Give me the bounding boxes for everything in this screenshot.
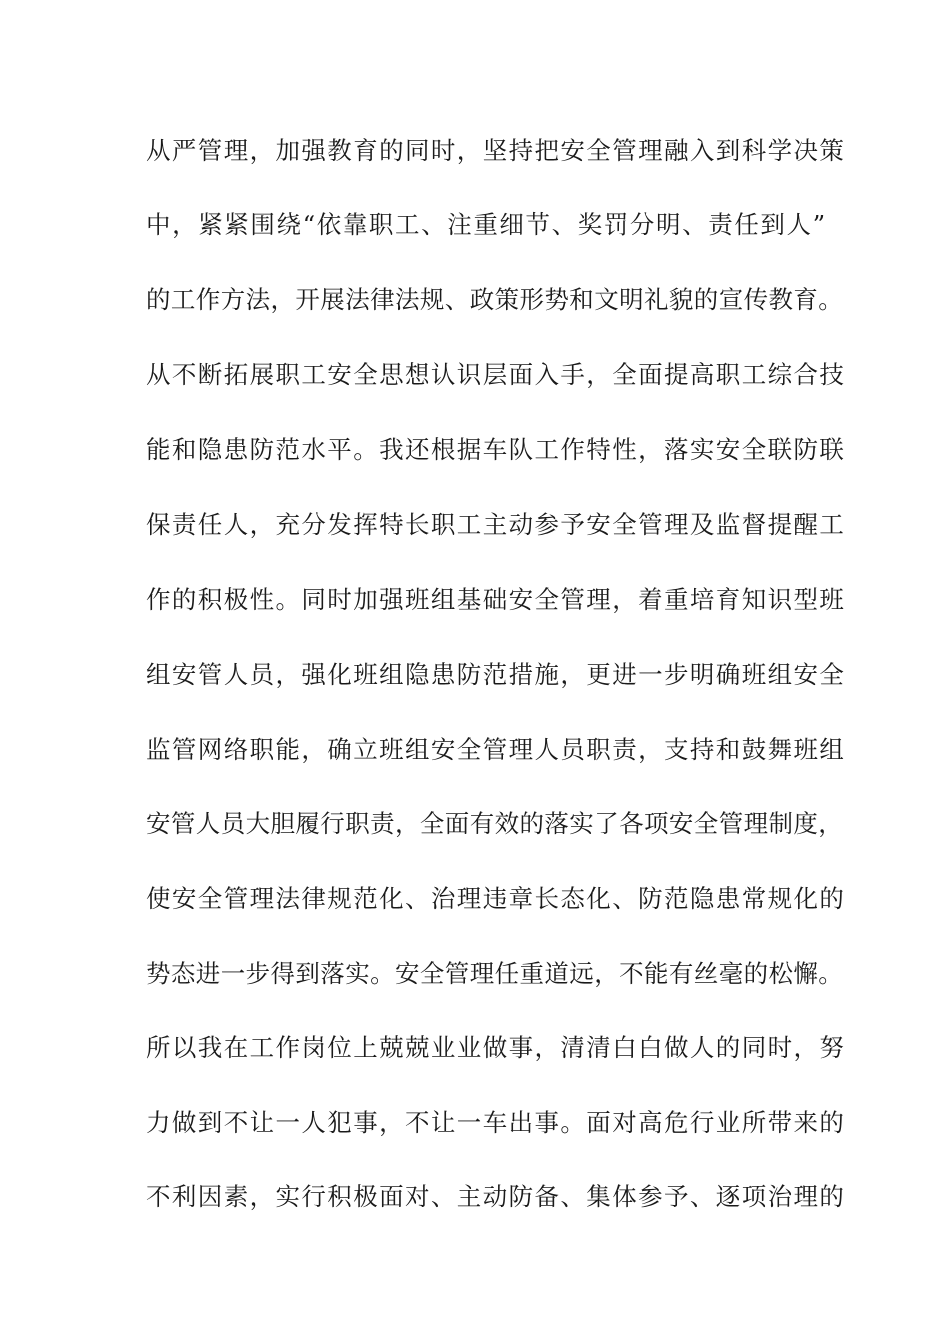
text-line-14: 力做到不让一人犯事，不让一车出事。面对高危行业所带来的 [146,1108,846,1137]
text-line-13: 所以我在工作岗位上兢兢业业做事，清清白白做人的同时，努 [146,1033,846,1062]
text-line-15: 不利因素，实行积极面对、主动防备、集体参予、逐项治理的 [146,1182,846,1211]
text-line-4: 从不断拓展职工安全思想认识层面入手，全面提高职工综合技 [146,360,846,389]
text-line-1: 从严管理，加强教育的同时，坚持把安全管理融入到科学决策 [146,136,846,165]
text-line-8: 组安管人员，强化班组隐患防范措施，更进一步明确班组安全 [146,660,846,689]
text-line-12: 势态进一步得到落实。安全管理任重道远，不能有丝毫的松懈。 [146,959,844,988]
text-line-5: 能和隐患防范水平。我还根据车队工作特性，落实安全联防联 [146,435,846,464]
text-line-6: 保责任人，充分发挥特长职工主动参予安全管理及监督提醒工 [146,510,846,539]
text-line-11: 使安全管理法律规范化、治理违章长态化、防范隐患常规化的 [146,884,846,913]
text-line-10: 安管人员大胆履行职责，全面有效的落实了各项安全管理制度， [146,809,844,838]
text-line-7: 作的积极性。同时加强班组基础安全管理，着重培育知识型班 [146,585,846,614]
text-line-9: 监管网络职能，确立班组安全管理人员职责，支持和鼓舞班组 [146,735,846,764]
text-line-2: 中，紧紧围绕“依靠职工、注重细节、奖罚分明、责任到人” [146,210,827,239]
text-line-3: 的工作方法，开展法律法规、政策形势和文明礼貌的宣传教育。 [146,285,844,314]
